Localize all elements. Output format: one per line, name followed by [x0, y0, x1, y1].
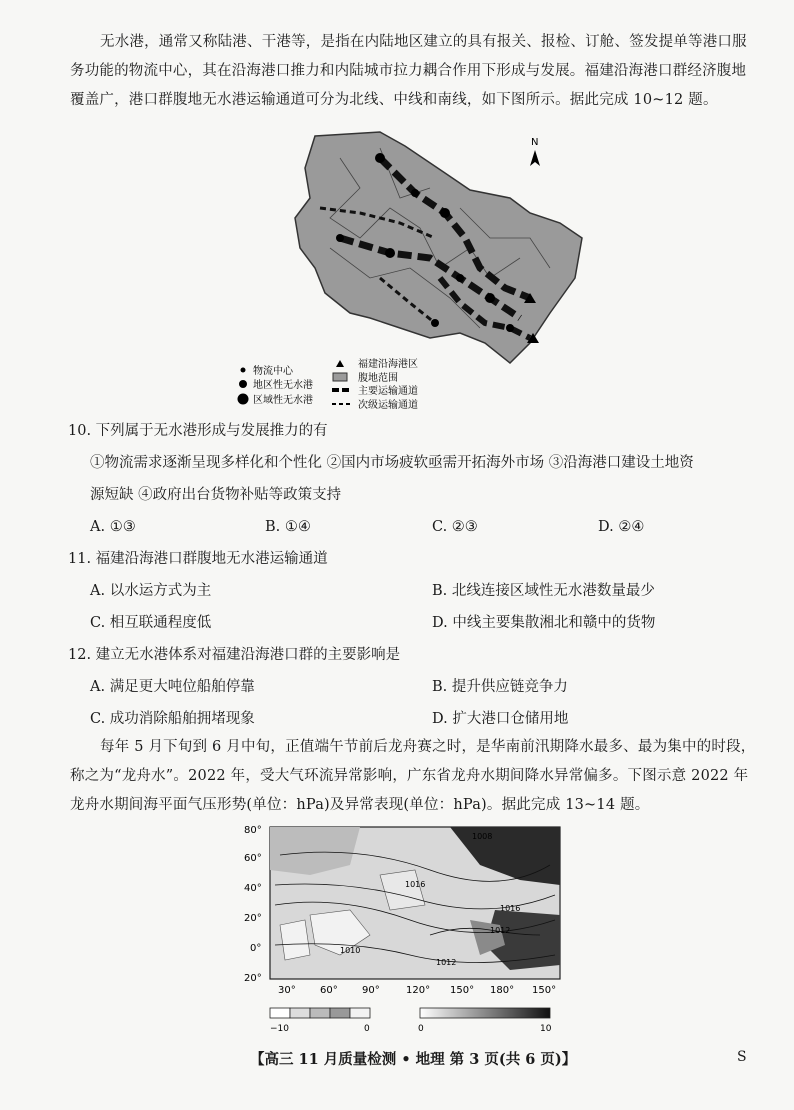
corner-mark: S [737, 1049, 747, 1065]
svg-text:150°: 150° [532, 985, 557, 996]
q12-option-b[interactable]: B. 提升供应链竞争力 [432, 679, 568, 695]
q11-option-b[interactable]: B. 北线连接区域性无水港数量最少 [432, 583, 655, 599]
q11-option-a[interactable]: A. 以水运方式为主 [90, 583, 212, 599]
intro-paragraph-2: 每年 5 月下旬到 6 月中旬，正值端午节前后龙舟赛之时，是华南前汛期降水最多、最为集中的时段，称之为“龙舟水”。2022 年，受大气环流异常影响，广东省龙舟水期间降水异常偏多。下图示意 2022 年龙舟水期间海平面气压形势(单位：hPa)及异常表现(单位：hPa)。据此完成 13~14 题。 [70, 739, 756, 813]
fujian-port-map [230, 128, 590, 418]
svg-text:1012: 1012 [490, 926, 511, 935]
svg-text:30°: 30° [278, 985, 296, 996]
q12-option-a[interactable]: A. 满足更大吨位船舶停靠 [90, 679, 255, 695]
map-legend [238, 357, 419, 411]
svg-text:1008: 1008 [472, 832, 493, 841]
page-footer: 【高三 11 月质量检测 • 地理 第 3 页(共 6 页)】 [250, 1051, 577, 1068]
scale-bar-negative [270, 1008, 370, 1034]
svg-text:1016: 1016 [500, 904, 521, 913]
scale-bar-positive [418, 1008, 552, 1034]
q10-option-b[interactable]: B. ①④ [265, 519, 311, 535]
svg-text:80°: 80° [244, 825, 262, 836]
q10-option-a[interactable]: A. ①③ [90, 519, 136, 535]
svg-text:N: N [531, 137, 539, 148]
svg-text:1012: 1012 [436, 958, 457, 967]
q11-option-d[interactable]: D. 中线主要集散湘北和赣中的货物 [432, 615, 656, 631]
q10-line1: ①物流需求逐渐呈现多样化和个性化 ②国内市场疲软亟需开拓海外市场 ③沿海港口建设土地资 [90, 455, 694, 471]
svg-text:150°: 150° [450, 985, 475, 996]
svg-text:主要运输通道: 主要运输通道 [358, 386, 418, 397]
svg-text:20°: 20° [244, 913, 262, 924]
q11-option-c[interactable]: C. 相互联通程度低 [90, 615, 212, 631]
q10-line2: 源短缺 ④政府出台货物补贴等政策支持 [90, 487, 342, 503]
svg-text:−10: −10 [270, 1024, 289, 1034]
svg-text:地区性无水港: 地区性无水港 [253, 380, 313, 391]
svg-text:10: 10 [540, 1024, 552, 1034]
pressure-anomaly-map [240, 825, 570, 1045]
svg-text:20°: 20° [244, 973, 262, 984]
q12-option-c[interactable]: C. 成功消除船舶拥堵现象 [90, 711, 255, 727]
svg-text:90°: 90° [362, 985, 380, 996]
svg-text:1016: 1016 [405, 880, 426, 889]
svg-text:物流中心: 物流中心 [253, 366, 293, 377]
svg-text:0: 0 [418, 1024, 424, 1034]
svg-text:40°: 40° [244, 883, 262, 894]
intro-paragraph-1: 无水港，通常又称陆港、干港等，是指在内陆地区建立的具有报关、报检、订舱、签发提单等港口服务功能的物流中心，其在沿海港口推力和内陆城市拉力耦合作用下形成与发展。福建沿海港口群经济腹地覆盖广，港口群腹地无水港运输通道可分为北线、中线和南线，如下图所示。据此完成 10~12 题。 [70, 34, 747, 108]
svg-text:次级运输通道: 次级运输通道 [358, 400, 418, 411]
q10-option-d[interactable]: D. ②④ [598, 519, 645, 535]
svg-text:腹地范围: 腹地范围 [358, 373, 398, 384]
q10-option-c[interactable]: C. ②③ [432, 519, 478, 535]
q10-stem: 10. 下列属于无水港形成与发展推力的有 [68, 423, 328, 439]
svg-text:0°: 0° [250, 943, 262, 954]
svg-text:1010: 1010 [340, 946, 361, 955]
q11-stem: 11. 福建沿海港口群腹地无水港运输通道 [68, 551, 328, 567]
q12-stem: 12. 建立无水港体系对福建沿海港口群的主要影响是 [68, 647, 401, 663]
north-arrow-icon [530, 137, 540, 166]
svg-text:120°: 120° [406, 985, 431, 996]
hinterland-region [295, 132, 582, 363]
q12-option-d[interactable]: D. 扩大港口仓储用地 [432, 711, 569, 727]
svg-text:60°: 60° [320, 985, 338, 996]
svg-text:180°: 180° [490, 985, 515, 996]
svg-text:福建沿海港区: 福建沿海港区 [358, 359, 418, 370]
svg-text:区域性无水港: 区域性无水港 [253, 395, 313, 406]
svg-text:0: 0 [364, 1024, 370, 1034]
svg-text:60°: 60° [244, 853, 262, 864]
